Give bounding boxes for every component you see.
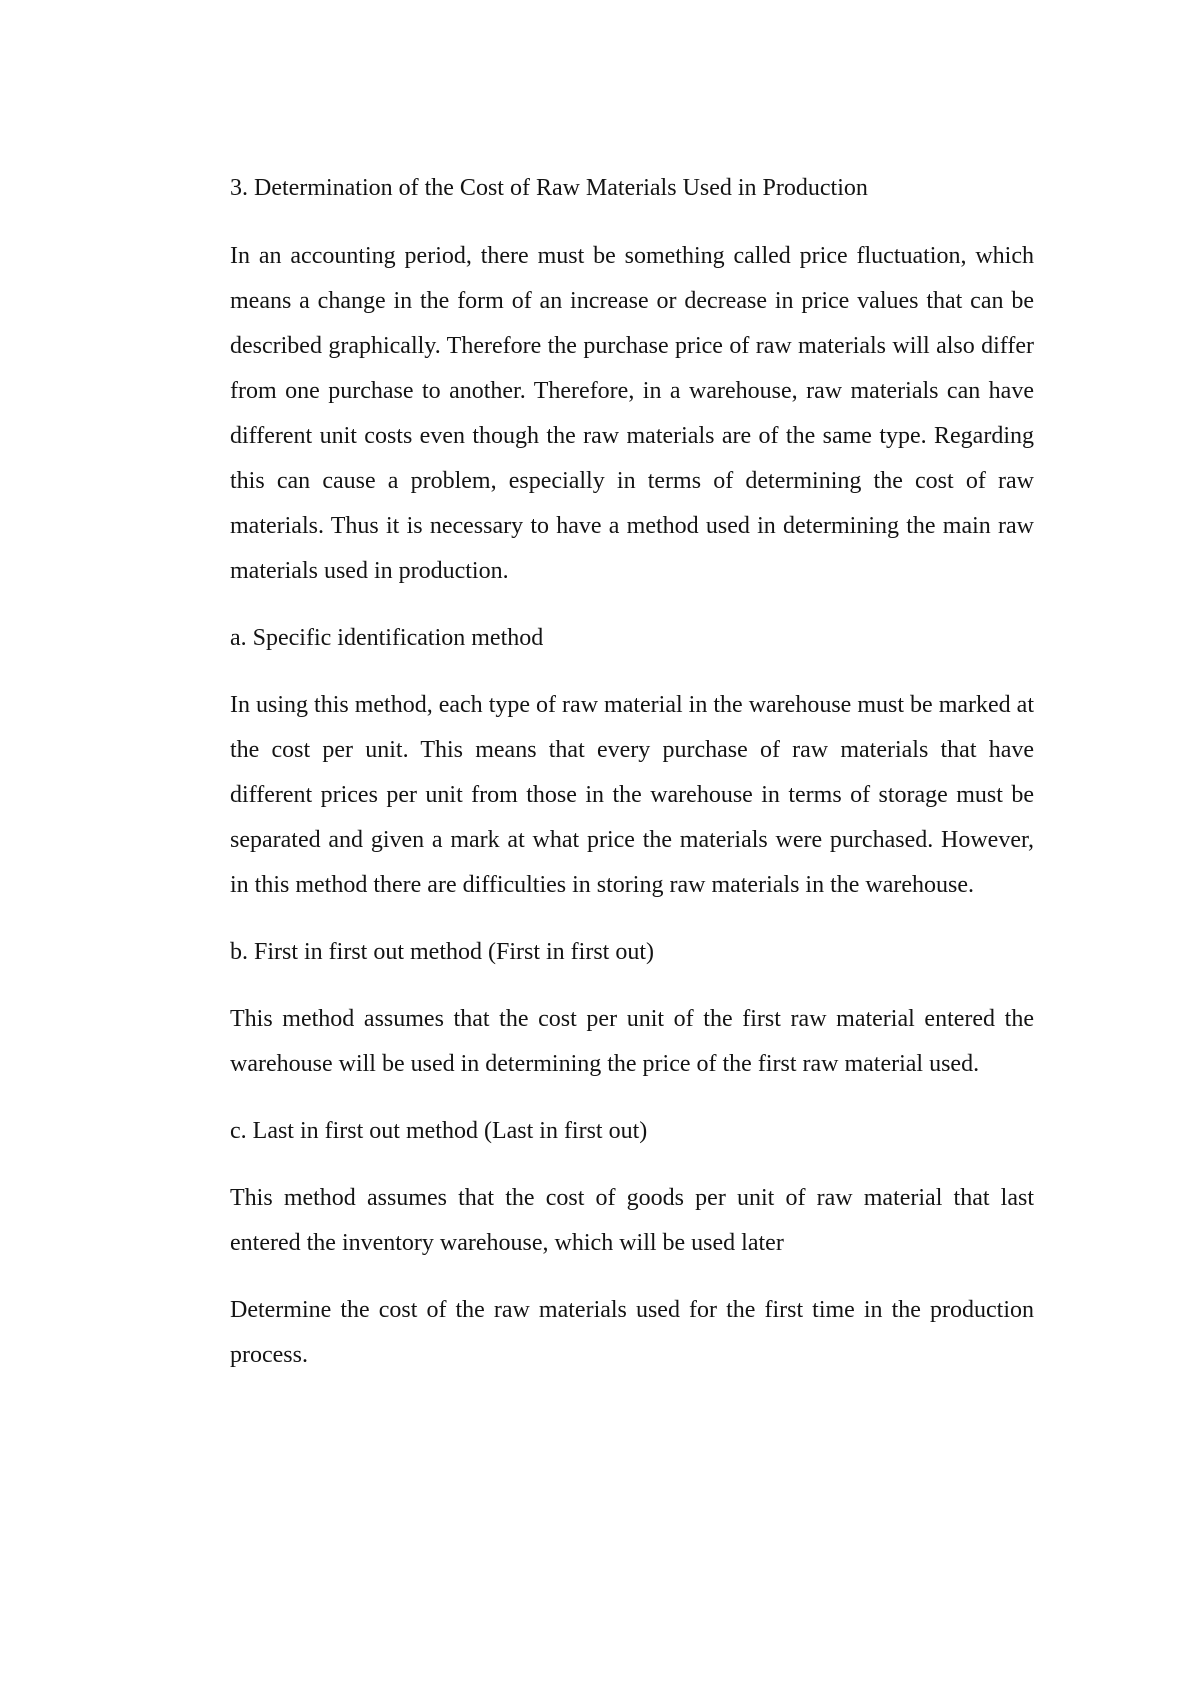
closing-paragraph: Determine the cost of the raw materials used for the first time in the production process. — [230, 1297, 1034, 1368]
method-a-paragraph: In using this method, each type of raw material in the warehouse must be marked at the cost per unit. This means that every purchase of raw materials that have different prices per unit from those in the warehouse in terms of storage must be separated and given a mark at what price the materials were purchased. However, in this method there are difficulties in storing raw materials in the warehouse. — [230, 692, 1034, 898]
method-a-title: a. Specific identification method — [230, 625, 544, 651]
document-body — [230, 166, 1034, 1400]
section-title: 3. Determination of the Cost of Raw Materials Used in Production — [230, 175, 868, 201]
method-b-paragraph: This method assumes that the cost per unit of the first raw material entered the warehouse will be used in determining the price of the first raw material used. — [230, 1006, 1034, 1077]
method-c-paragraph: This method assumes that the cost of goods per unit of raw material that last entered the inventory warehouse, which will be used later — [230, 1185, 1034, 1256]
method-b-title: b. First in first out method (First in first out) — [230, 939, 654, 965]
intro-paragraph: In an accounting period, there must be something called price fluctuation, which means a change in the form of an increase or decrease in price values that can be described graphically. Therefore the purchase price of raw materials will also differ from one purchase to another. Therefore, in a warehouse, raw materials can have different unit costs even though the raw materials are of the same type. Regarding this can cause a problem, especially in terms of determining the cost of raw materials. Thus it is necessary to have a method used in determining the main raw materials used in production. — [230, 243, 1034, 584]
method-c-title: c. Last in first out method (Last in first out) — [230, 1118, 648, 1144]
